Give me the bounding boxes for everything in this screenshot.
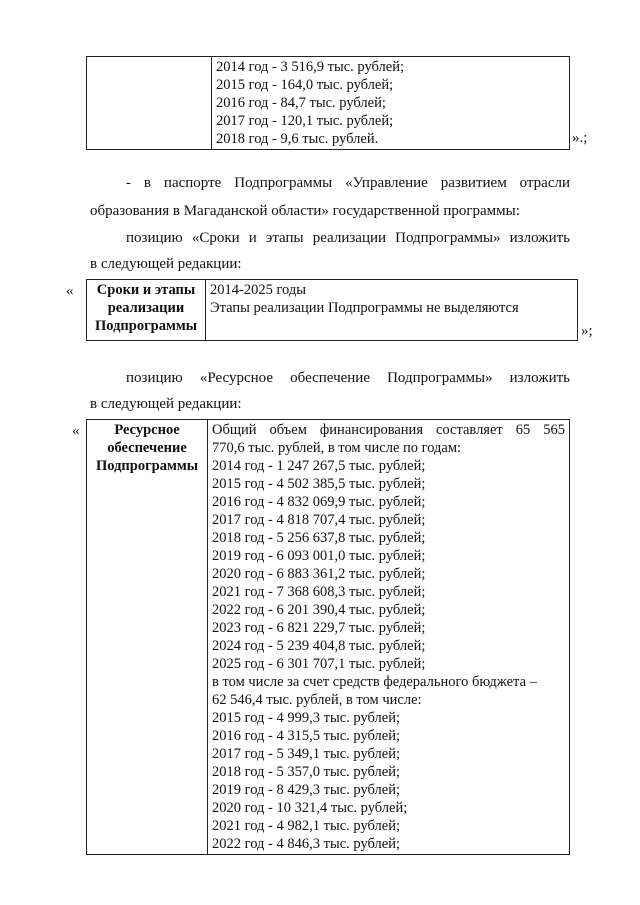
table3-federal-year-line: 2018 год - 5 357,0 тыс. рублей; bbox=[212, 764, 400, 780]
resources-table bbox=[86, 419, 570, 855]
table3-year-line: 2023 год - 6 821 229,7 тыс. рублей; bbox=[212, 620, 426, 636]
table3-federal-year-line: 2016 год - 4 315,5 тыс. рублей; bbox=[212, 728, 400, 744]
table3-header-line: обеспечение bbox=[107, 440, 187, 456]
table3-federal-year-line: 2020 год - 10 321,4 тыс. рублей; bbox=[212, 800, 408, 816]
table2-close-quote: »; bbox=[581, 323, 593, 339]
table1-line: 2015 год - 164,0 тыс. рублей; bbox=[216, 77, 394, 93]
table3-open-quote: « bbox=[72, 423, 80, 439]
table2-header-cell bbox=[87, 280, 206, 341]
table1-line: 2016 год - 84,7 тыс. рублей; bbox=[216, 95, 386, 111]
paragraph-passport-line2: образования в Магаданской области» государственной программы: bbox=[90, 203, 520, 219]
table3-year-line: 2017 год - 4 818 707,4 тыс. рублей; bbox=[212, 512, 426, 528]
table2-header-line: Подпрограммы bbox=[94, 318, 198, 334]
table3-year-line: 2024 год - 5 239 404,8 тыс. рублей; bbox=[212, 638, 426, 654]
table2-value-cell bbox=[206, 280, 578, 341]
table3-federal-year-line: 2019 год - 8 429,3 тыс. рублей; bbox=[212, 782, 400, 798]
table3-intro-line: Общий объем финансирования составляет 65 565 bbox=[212, 422, 565, 438]
table1-line: 2017 год - 120,1 тыс. рублей; bbox=[216, 113, 394, 129]
table2-open-quote: « bbox=[66, 283, 74, 299]
table3-header-line: Ресурсное bbox=[114, 422, 180, 438]
table3-intro-line: 770,6 тыс. рублей, в том числе по годам: bbox=[212, 440, 462, 456]
table3-federal-year-line: 2021 год - 4 982,1 тыс. рублей; bbox=[212, 818, 400, 834]
paragraph-terms-line1: позицию «Сроки и этапы реализации Подпрограммы» изложить bbox=[126, 230, 570, 246]
table3-year-line: 2022 год - 6 201 390,4 тыс. рублей; bbox=[212, 602, 426, 618]
table3-year-line: 2019 год - 6 093 001,0 тыс. рублей; bbox=[212, 548, 426, 564]
table3-year-line: 2018 год - 5 256 637,8 тыс. рублей; bbox=[212, 530, 426, 546]
funding-table-continuation bbox=[86, 56, 570, 150]
table3-year-line: 2021 год - 7 368 608,3 тыс. рублей; bbox=[212, 584, 426, 600]
table2-line: Этапы реализации Подпрограммы не выделяются bbox=[210, 300, 519, 316]
table1-close-quote: ».; bbox=[572, 130, 588, 146]
table3-federal-year-line: 2015 год - 4 999,3 тыс. рублей; bbox=[212, 710, 400, 726]
table3-federal-line: 62 546,4 тыс. рублей, в том числе: bbox=[212, 692, 422, 708]
table1-line: 2018 год - 9,6 тыс. рублей. bbox=[216, 131, 379, 147]
table2-header-line: реализации bbox=[107, 300, 185, 316]
paragraph-resources-line1: позицию «Ресурсное обеспечение Подпрограммы» изложить bbox=[126, 370, 570, 386]
table3-year-line: 2025 год - 6 301 707,1 тыс. рублей; bbox=[212, 656, 426, 672]
paragraph-passport-line1: - в паспорте Подпрограммы «Управление развитием отрасли bbox=[126, 175, 570, 191]
table3-year-line: 2014 год - 1 247 267,5 тыс. рублей; bbox=[212, 458, 426, 474]
table2-header-line: Сроки и этапы bbox=[96, 282, 196, 298]
paragraph-resources-line2: в следующей редакции: bbox=[90, 396, 242, 412]
terms-table bbox=[86, 279, 578, 341]
table3-federal-year-line: 2022 год - 4 846,3 тыс. рублей; bbox=[212, 836, 400, 852]
table3-header-cell bbox=[87, 420, 208, 855]
table3-year-line: 2015 год - 4 502 385,5 тыс. рублей; bbox=[212, 476, 426, 492]
table2-line: 2014-2025 годы bbox=[210, 282, 306, 298]
table3-federal-line: в том числе за счет средств федерального бюджета – bbox=[212, 674, 537, 690]
table3-federal-year-line: 2017 год - 5 349,1 тыс. рублей; bbox=[212, 746, 400, 762]
table3-year-line: 2016 год - 4 832 069,9 тыс. рублей; bbox=[212, 494, 426, 510]
table3-value-cell bbox=[208, 420, 570, 855]
table3-header-line: Подпрограммы bbox=[95, 458, 199, 474]
paragraph-terms-line2: в следующей редакции: bbox=[90, 256, 242, 272]
table1-values-cell bbox=[212, 57, 570, 150]
table1-line: 2014 год - 3 516,9 тыс. рублей; bbox=[216, 59, 404, 75]
table3-year-line: 2020 год - 6 883 361,2 тыс. рублей; bbox=[212, 566, 426, 582]
table1-empty-cell bbox=[87, 57, 212, 150]
